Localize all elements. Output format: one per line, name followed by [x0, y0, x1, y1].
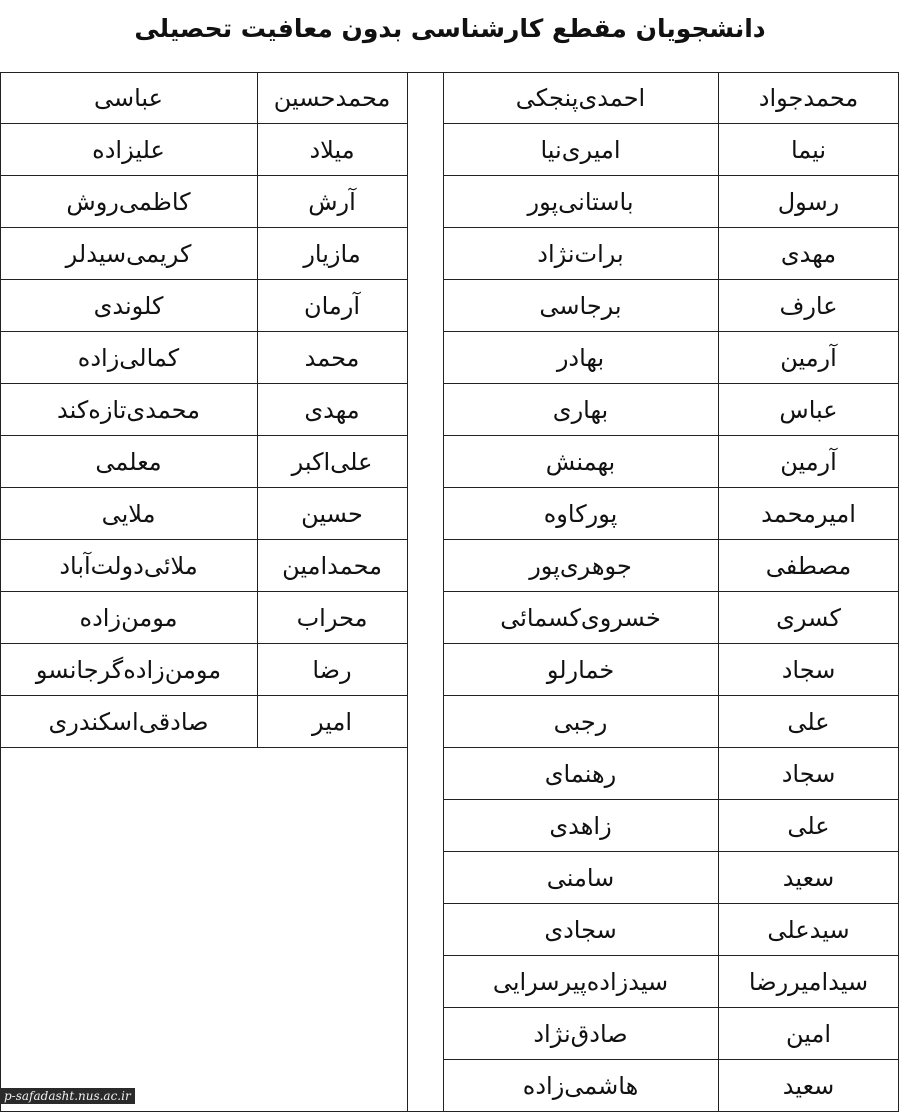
last-name-cell: صادقی‌اسکندری — [0, 696, 257, 748]
last-name-cell: عباسی — [0, 72, 257, 124]
last-name-cell: سجادی — [443, 904, 718, 956]
first-name-cell: محمدامین — [257, 540, 407, 592]
last-name-cell: امیری‌نیا — [443, 124, 718, 176]
first-name-cell: سجاد — [718, 748, 899, 800]
first-name-cell: علی — [718, 696, 899, 748]
last-name-cell: جوهری‌پور — [443, 540, 718, 592]
last-name-cell: بهادر — [443, 332, 718, 384]
last-name-cell: خمارلو — [443, 644, 718, 696]
last-name-cell: صادق‌نژاد — [443, 1008, 718, 1060]
last-name-cell: خسروی‌کسمائی — [443, 592, 718, 644]
watermark: p-safadasht.nus.ac.ir — [0, 1088, 135, 1104]
last-name-cell: احمدی‌پنجکی — [443, 72, 718, 124]
last-name-cell: برات‌نژاد — [443, 228, 718, 280]
first-name-cell: محمد — [257, 332, 407, 384]
first-name-cell: نیما — [718, 124, 899, 176]
first-name-cell: مهدی — [718, 228, 899, 280]
first-name-cell: آرمین — [718, 332, 899, 384]
first-name-cell: محمدجواد — [718, 72, 899, 124]
spacer-cell — [407, 436, 443, 488]
first-name-cell: رسول — [718, 176, 899, 228]
first-name-cell: کسری — [718, 592, 899, 644]
first-name-cell: حسین — [257, 488, 407, 540]
first-name-cell: امین — [718, 1008, 899, 1060]
last-name-cell: بهمنش — [443, 436, 718, 488]
first-name-cell: مازیار — [257, 228, 407, 280]
page-title: دانشجویان مقطع کارشناسی بدون معافیت تحصیلی — [134, 14, 766, 43]
spacer-cell — [407, 176, 443, 228]
first-name-cell: سعید — [718, 852, 899, 904]
first-name-cell: سیدامیررضا — [718, 956, 899, 1008]
last-name-cell: سامنی — [443, 852, 718, 904]
last-name-cell: بهاری — [443, 384, 718, 436]
spacer-cell — [407, 488, 443, 540]
last-name-cell: ملایی — [0, 488, 257, 540]
first-name-cell: میلاد — [257, 124, 407, 176]
spacer-cell — [407, 332, 443, 384]
first-name-cell: مهدی — [257, 384, 407, 436]
spacer-cell — [407, 540, 443, 592]
last-name-cell: باستانی‌پور — [443, 176, 718, 228]
last-name-cell: محمدی‌تازه‌کند — [0, 384, 257, 436]
last-name-cell: کمالی‌زاده — [0, 332, 257, 384]
first-name-cell: محمدحسین — [257, 72, 407, 124]
first-name-cell: سیدعلی — [718, 904, 899, 956]
first-name-cell: عباس — [718, 384, 899, 436]
last-name-cell: زاهدی — [443, 800, 718, 852]
first-name-cell: رضا — [257, 644, 407, 696]
last-name-cell: کریمی‌سیدلر — [0, 228, 257, 280]
spacer-cell — [407, 644, 443, 696]
first-name-cell: علی‌اکبر — [257, 436, 407, 488]
last-name-cell: برجاسی — [443, 280, 718, 332]
last-name-cell: مومن‌زاده — [0, 592, 257, 644]
first-name-cell: سجاد — [718, 644, 899, 696]
last-name-cell: پورکاوه — [443, 488, 718, 540]
last-name-cell: علیزاده — [0, 124, 257, 176]
first-name-cell: سعید — [718, 1060, 899, 1112]
spacer-cell — [407, 280, 443, 332]
last-name-cell: هاشمی‌زاده — [443, 1060, 718, 1112]
student-table — [0, 72, 900, 1112]
last-name-cell: معلمی — [0, 436, 257, 488]
first-name-cell: علی — [718, 800, 899, 852]
first-name-cell: عارف — [718, 280, 899, 332]
last-name-cell: رجبی — [443, 696, 718, 748]
first-name-cell: محراب — [257, 592, 407, 644]
last-name-cell: رهنمای — [443, 748, 718, 800]
last-name-cell: سیدزاده‌پیرسرایی — [443, 956, 718, 1008]
last-name-cell: کلوندی — [0, 280, 257, 332]
spacer-cell — [407, 696, 443, 748]
first-name-cell: آرش — [257, 176, 407, 228]
first-name-cell: آرمین — [718, 436, 899, 488]
spacer-cell — [407, 72, 443, 124]
first-name-cell: آرمان — [257, 280, 407, 332]
first-name-cell: امیرمحمد — [718, 488, 899, 540]
first-name-cell: مصطفی — [718, 540, 899, 592]
spacer-cell — [407, 592, 443, 644]
last-name-cell: کاظمی‌روش — [0, 176, 257, 228]
first-name-cell: امیر — [257, 696, 407, 748]
spacer-cell — [407, 124, 443, 176]
last-name-cell: مومن‌زاده‌گرجانسو — [0, 644, 257, 696]
spacer-cell — [407, 384, 443, 436]
last-name-cell: ملائی‌دولت‌آباد — [0, 540, 257, 592]
spacer-cell — [407, 228, 443, 280]
